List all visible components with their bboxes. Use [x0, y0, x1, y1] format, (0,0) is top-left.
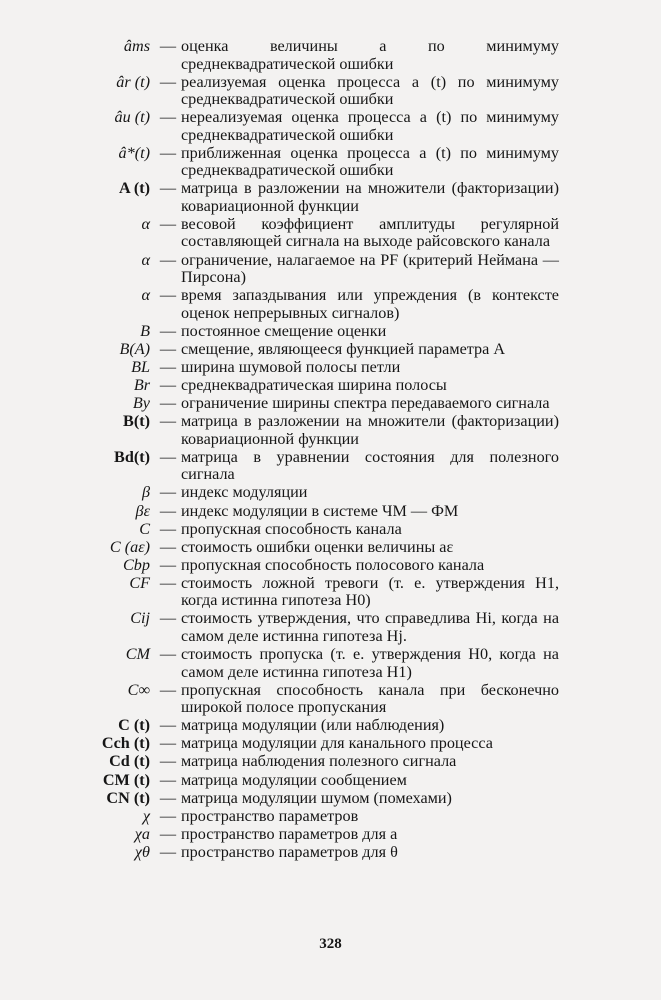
entry-definition: стоимость пропуска (т. е. утверждения H0, когда на самом деле истинна гипотеза H1) — [181, 645, 559, 681]
entry-definition: ограничение ширины спектра передаваемого сигнала — [181, 394, 550, 413]
entry-dash: — — [159, 250, 177, 269]
glossary-entry — [0, 753, 661, 771]
entry-dash: — — [159, 483, 177, 502]
glossary-entry — [0, 413, 661, 448]
entry-symbol: CM (t) — [102, 770, 150, 789]
entry-dash: — — [159, 609, 177, 628]
entry-definition: пространство параметров — [181, 806, 359, 825]
entry-definition: пространство параметров для a — [181, 824, 398, 843]
entry-dash: — — [159, 321, 177, 340]
entry-symbol: C — [139, 519, 150, 538]
entry-definition: стоимость ошибки оценки величины aε — [181, 537, 454, 556]
entry-dash: — — [159, 824, 177, 843]
glossary-entry — [0, 557, 661, 575]
glossary-entry — [0, 539, 661, 557]
entry-dash: — — [159, 806, 177, 825]
entry-symbol: C (t) — [118, 716, 150, 735]
glossary-entry — [0, 682, 661, 717]
entry-definition: пропускная способность полосового канала — [181, 555, 485, 574]
entry-dash: — — [159, 143, 177, 162]
entry-definition: матрица модуляции (или наблюдения) — [181, 716, 445, 735]
entry-definition: приближенная оценка процесса a (t) по минимуму среднеквадратической ошибки — [181, 143, 559, 180]
entry-definition: индекс модуляции в системе ЧМ — ФМ — [181, 501, 459, 520]
entry-definition: весовой коэффициент амплитуды регулярной составляющей сигнала на выходе райсовского канала — [181, 214, 559, 251]
entry-dash: — — [159, 716, 177, 735]
entry-symbol: α — [141, 214, 150, 233]
entry-definition: матрица в уравнении состояния для полезного сигнала — [181, 447, 559, 484]
entry-dash: — — [159, 770, 177, 789]
entry-symbol: By — [132, 394, 150, 413]
entry-definition: матрица в разложении на множители (факторизации) ковариационной функции — [181, 179, 559, 215]
page-number: 328 — [319, 936, 342, 952]
entry-definition: пространство параметров для θ — [181, 842, 398, 861]
entry-symbol: âms — [123, 37, 150, 55]
glossary-entry — [0, 717, 661, 735]
entry-definition: пропускная способность канала — [181, 519, 402, 538]
entry-dash: — — [159, 108, 177, 127]
entry-symbol: Cd (t) — [109, 752, 150, 771]
entry-definition: матрица наблюдения полезного сигнала — [181, 752, 457, 771]
entry-dash: — — [159, 680, 177, 699]
entry-dash: — — [159, 179, 177, 198]
entry-symbol: C (aε) — [109, 537, 150, 556]
entry-symbol: BL — [131, 357, 150, 376]
glossary-entry — [0, 844, 661, 862]
entry-symbol: Bd(t) — [114, 447, 150, 466]
entry-dash: — — [159, 357, 177, 376]
entry-dash: — — [159, 37, 177, 55]
entry-symbol: B(A) — [119, 339, 150, 358]
entry-symbol: C∞ — [127, 680, 150, 699]
glossary-entry — [0, 790, 661, 808]
glossary-entry — [0, 145, 661, 180]
entry-definition: время запаздывания или упреждения (в контексте оценок непрерывных сигналов) — [181, 286, 559, 322]
glossary-entry — [0, 287, 661, 322]
entry-dash: — — [159, 376, 177, 395]
entry-definition: среднеквадратическая ширина полосы — [181, 376, 447, 395]
entry-symbol: â*(t) — [118, 143, 150, 162]
entry-symbol: Cbp — [123, 555, 150, 574]
entry-dash: — — [159, 394, 177, 413]
entry-definition: матрица в разложении на множители (факторизации) ковариационной функции — [181, 412, 559, 448]
entry-dash: — — [159, 842, 177, 861]
entry-symbol: α — [141, 250, 150, 269]
entry-definition: ограничение, налагаемое на PF (критерий Неймана — Пирсона) — [181, 250, 559, 287]
glossary-entry — [0, 484, 661, 502]
entry-dash: — — [159, 412, 177, 431]
entry-symbol: α — [141, 286, 150, 305]
glossary-entry — [0, 359, 661, 377]
glossary-entry — [0, 74, 661, 109]
entry-definition: стоимость утверждения, что справедлива Hi, когда на самом деле истинна гипотеза Hj. — [181, 609, 559, 645]
glossary-entry — [0, 808, 661, 826]
glossary-entry — [0, 449, 661, 484]
entry-dash: — — [159, 734, 177, 753]
entry-symbol: Cch (t) — [101, 734, 150, 753]
entry-symbol: CM — [125, 645, 150, 664]
entry-definition: смещение, являющееся функцией параметра A — [181, 339, 506, 358]
entry-dash: — — [159, 752, 177, 771]
entry-dash: — — [159, 788, 177, 807]
glossary-entry — [0, 646, 661, 681]
glossary-entry — [0, 610, 661, 645]
entry-dash: — — [159, 645, 177, 664]
glossary-list — [0, 38, 661, 862]
entry-definition: оценка величины a по минимуму среднеквадратической ошибки — [181, 37, 559, 73]
entry-definition: ширина шумовой полосы петли — [181, 357, 401, 376]
entry-dash: — — [159, 72, 177, 91]
entry-symbol: CF — [129, 573, 150, 592]
glossary-entry — [0, 341, 661, 359]
glossary-entry — [0, 521, 661, 539]
entry-definition: матрица модуляции для канального процесса — [181, 734, 493, 753]
glossary-entry — [0, 38, 661, 73]
entry-definition: индекс модуляции — [181, 483, 308, 502]
glossary-entry — [0, 180, 661, 215]
glossary-entry — [0, 252, 661, 287]
entry-symbol: CN (t) — [106, 788, 150, 807]
entry-symbol: âr (t) — [116, 72, 150, 91]
entry-symbol: χ — [142, 806, 150, 825]
entry-definition: нереализуемая оценка процесса a (t) по минимуму среднеквадратической ошибки — [181, 108, 559, 144]
glossary-entry — [0, 575, 661, 610]
glossary-entry — [0, 826, 661, 844]
entry-symbol: χa — [134, 824, 150, 843]
entry-dash: — — [159, 519, 177, 538]
glossary-entry — [0, 323, 661, 341]
entry-definition: стоимость ложной тревоги (т. е. утверждения H1, когда истинна гипотеза H0) — [181, 573, 559, 610]
entry-dash: — — [159, 555, 177, 574]
glossary-entry — [0, 216, 661, 251]
entry-definition: пропускная способность канала при бесконечно широкой полосе пропускания — [181, 680, 559, 717]
entry-dash: — — [159, 286, 177, 305]
entry-symbol: A (t) — [118, 179, 150, 198]
glossary-entry — [0, 109, 661, 144]
entry-symbol: Cij — [130, 609, 150, 628]
entry-symbol: B(t) — [123, 412, 150, 431]
entry-symbol: χθ — [134, 842, 150, 861]
entry-symbol: βε — [135, 501, 150, 520]
entry-definition: реализуемая оценка процесса a (t) по минимуму среднеквадратической ошибки — [181, 72, 559, 109]
glossary-entry — [0, 377, 661, 395]
entry-symbol: âu (t) — [114, 108, 150, 127]
entry-symbol: β — [141, 483, 150, 502]
glossary-entry — [0, 735, 661, 753]
glossary-entry — [0, 503, 661, 521]
entry-symbol: B — [140, 321, 150, 340]
entry-dash: — — [159, 573, 177, 592]
entry-definition: матрица модуляции шумом (помехами) — [181, 788, 452, 807]
glossary-entry — [0, 772, 661, 790]
entry-dash: — — [159, 501, 177, 520]
entry-dash: — — [159, 537, 177, 556]
entry-dash: — — [159, 339, 177, 358]
entry-dash: — — [159, 214, 177, 233]
entry-symbol: Br — [133, 376, 150, 395]
entry-definition: постоянное смещение оценки — [181, 321, 387, 340]
glossary-entry — [0, 395, 661, 413]
entry-dash: — — [159, 447, 177, 466]
entry-definition: матрица модуляции сообщением — [181, 770, 407, 789]
